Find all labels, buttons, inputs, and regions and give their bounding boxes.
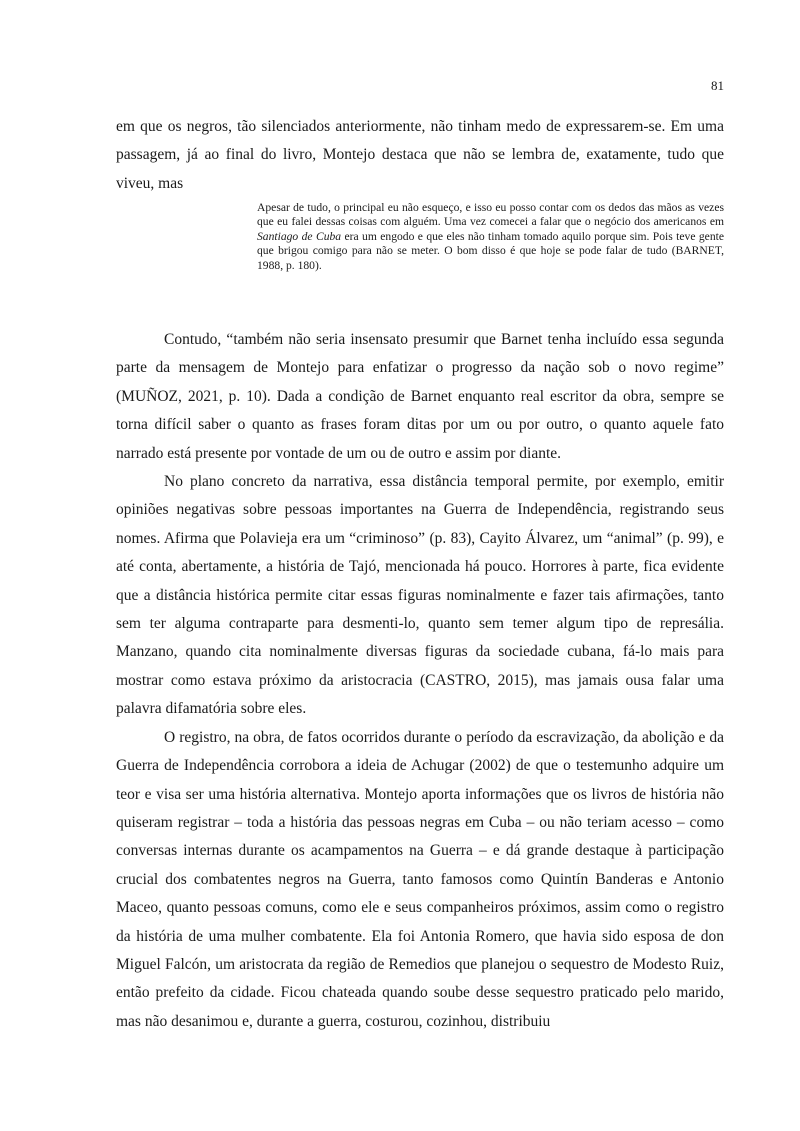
paragraph: No plano concreto da narrativa, essa distância temporal permite, por exemplo, emitir opiniões negativas sobre pessoas importantes na Guerra de Independência, registrando seus nomes. Afirma que Polavieja era um “criminoso” (p. 83), Cayito Álvarez, um “animal” (p. 99), e até conta, abertamente, a história de Tajó, mencionada há pouco. Horrores à parte, fica evidente que a distância histórica permite citar essas figuras nominalmente e fazer tais afirmações, tanto sem ter alguma contraparte para desmenti-lo, quanto sem temer algum tipo de represália. Manzano, quando cita nominalmente diversas figuras da sociedade cubana, fá-lo mais para mostrar como estava próximo da aristocracia (CASTRO, 2015), mas jamais ousa falar uma palavra difamatória sobre eles.: [116, 473, 724, 718]
block-quote-italic: Santiago de Cuba: [257, 229, 342, 243]
body-paragraphs: [116, 326, 724, 1036]
block-quote-text-2: era um engodo e que eles não tinham tomado aquilo porque sim. Pois teve gente que brigou comigo para não se meter. O bom disso é que hoje se pode falar de tudo (BARNET, 1988, p. 180).: [257, 229, 724, 272]
page-number: 81: [711, 78, 724, 93]
paragraph-continued: em que os negros, tão silenciados anteriormente, não tinham medo de expressarem-se. Em uma passagem, já ao final do livro, Montejo destaca que não se lembra de, exatamente, tudo que viveu, mas: [116, 118, 724, 192]
block-quote: [257, 201, 724, 273]
paragraph: O registro, na obra, de fatos ocorridos durante o período da escravização, da abolição e da Guerra de Independência corrobora a ideia de Achugar (2002) de que o testemunho adquire um teor e visa ser uma história alternativa. Montejo aporta informações que os livros de história não quiseram registrar – toda a história das pessoas negras em Cuba – ou não teriam acesso – como conversas internas durante os acampamentos na Guerra – e dá grande destaque à participação crucial dos combatentes negros na Guerra, tanto famosos como Quintín Banderas e Antonio Maceo, quanto pessoas comuns, como ele e seus companheiros próximos, assim como o registro da história de uma mulher combatente. Ela foi Antonia Romero, que havia sido esposa de don Miguel Falcón, um aristocrata da região de Remedios que planejou o sequestro de Modesto Ruiz, então prefeito da cidade. Ficou chateada quando soube desse sequestro praticado pelo marido, mas não desanimou e, durante a guerra, costurou, cozinhou, distribuiu: [116, 728, 724, 1030]
paragraph: Contudo, “também não seria insensato presumir que Barnet tenha incluído essa segunda parte da mensagem de Montejo para enfatizar o progresso da nação sob o novo regime” (MUÑOZ, 2021, p. 10). Dada a condição de Barnet enquanto real escritor da obra, sempre se torna difícil saber o quanto as frases foram ditas por um ou por outro, o quanto aquele fato narrado está presente por vontade de um ou de outro e assim por diante.: [116, 331, 724, 462]
block-quote-text-1: Apesar de tudo, o principal eu não esqueço, e isso eu posso contar com os dedos das mãos as vezes que eu falei dessas coisas com alguém. Uma vez comecei a falar que o negócio dos americanos em: [257, 201, 724, 229]
